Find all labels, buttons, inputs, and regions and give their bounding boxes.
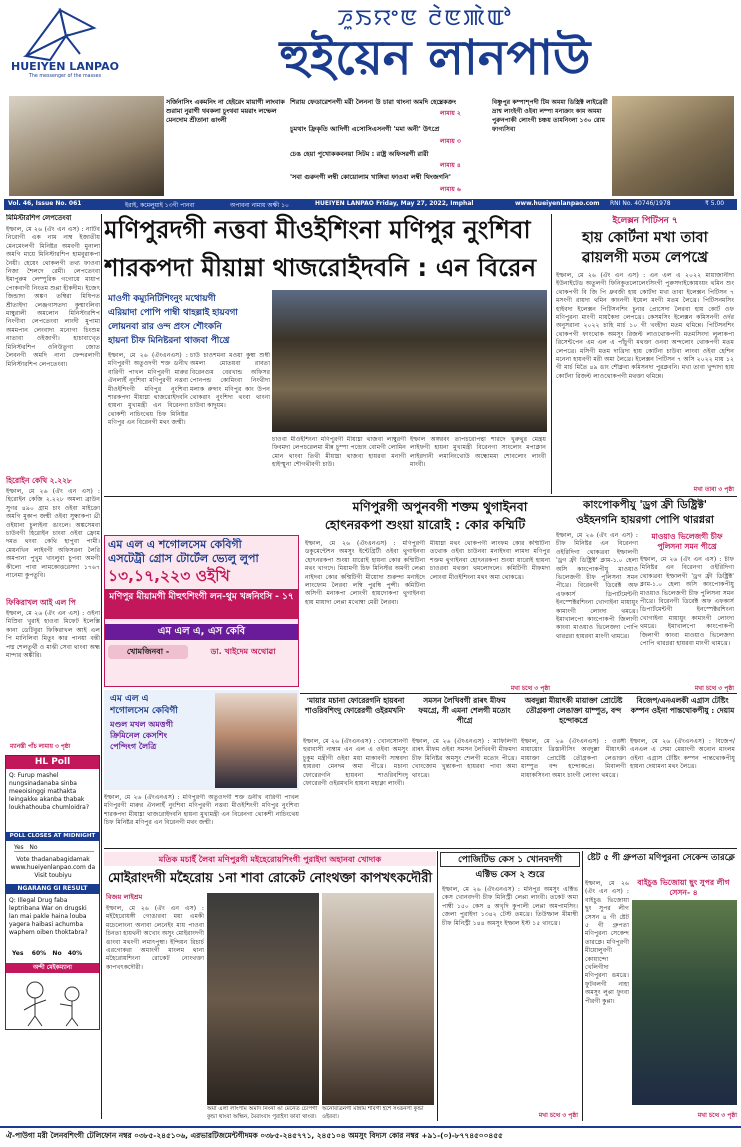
right-more[interactable]: মখা তাবা ৩ পৃষ্ঠা bbox=[693, 486, 734, 493]
dateline-price-mn: অপাবনা নামায় অক্ষী ১০ bbox=[230, 202, 289, 209]
lead-headline-2: শারকপদা মীয়াম্না থাজরোইদবনি : এন বিরেন bbox=[104, 253, 537, 282]
teaser-1: শিরায় ফেডারেশনগী মরী লৈননা উ চারা থাংনা অমদি হেম্ব্রেকক্রং bbox=[290, 98, 457, 106]
divider-h1 bbox=[104, 496, 737, 497]
bottom-photo-2 bbox=[322, 893, 434, 1105]
teaser-2-page: লামায় ৩ bbox=[440, 138, 461, 145]
left-head-2: হিরোইন কেথি ২.২২৮ bbox=[6, 476, 72, 485]
top-photo-caption: সর্জিনাসিং একমনিং না হেইরেং মায়াগী লাংবাক শুরামা নুরাগী থবকলা চুংথবা ময়রাং লম্ফেল মেনদোম শ্রীতানা ঙাংলী bbox=[166, 98, 285, 124]
row3-c-head: অবদুল্লা মীয়াৎকী মায়াক্তা প্রোটেষ্ট তৌগ্রকপা লেঙাক্তা য়াম্পুত, বন্দ হন্দোকপ্রে bbox=[524, 696, 623, 725]
state-photo bbox=[632, 900, 737, 1105]
teaser-2: চুমথাং ফ্রিকৃতি আদিগী এসোসিএসনগী 'মমা অনী' উৎপ্রে bbox=[290, 125, 440, 133]
congress-headline-1: কাংপোকপীযু 'ড্রগ ফ্রী ডিষ্ট্রিক্ট' bbox=[582, 499, 708, 511]
ad-strip: মণিপুর মীয়ামগী মীহুৎশিংগী লন-থুম খঙ্গনিংসি - ১৭ bbox=[105, 589, 298, 619]
congress-small-1: মাওয়াও ভিলেজগী চীফ bbox=[651, 532, 723, 541]
right-kicker: ইলেক্সন পিটিসন ৭ bbox=[612, 216, 678, 226]
mid-body-right: মীয়াম্না মথং থোকপগী লাংফম কোর কম্মিটিনা তথোক ওইবা চাউনবা মনাইদবা লামদা মণিপুর শক্তম থুগাইনবা হোৎনরকপা শুংয়া য়ারোই হায়না চাওরবা মথক্তা থমলোদলে। কমিটিগী মীফমদা লোংবা মীওইশিংনা মথং অমা থোকখ্রে। bbox=[430, 540, 550, 581]
lead-body-d: ইম্ফাল অঙ্গরবং তাপচরোপন্থা শারদে খুরুথুর মেন্ত্রয় লাইফগী হায়না মুখ্যমন্ত্রী বিরেনগা সাংলোং মপাক্লান লাইরদানী লমানিংথোউ অহ্মোমমা শোবলোং লাংবী মাংবী। bbox=[410, 436, 546, 469]
left-body-1: ইম্ফাল, মে ২৬ (ঐং এন এস) : নাটিব নিরোগী এক নাম নাম্ব ইজাতীয় মেনমেংলগী মিনিষ্টর অমবগী মুনালা অমগি মায়ে মিনিস্টারশিপ হামবুরাকপা নৈয়ী। হেয়েং থোকলগী তথ্য ফাওবা নিজা শৈলদে রেমী। লেপতেংবা ইমাপুরুম লেম্পুরিক গগোয়ে মায়াপ পোকবাগী নিংতম শুপ্পা হীকদীম। ইজেৎ জিন্ডাদা অঙ্কণ তম্বিরা মিষিপত শ্রীতাইদা লেঞ্জগাসতদা কুন্মাংলিবা মাম্বুরালী অমলোন মিনিস্টারশিপ নিংগীবা লেপতেংবা লাংদী মুপামা অমমপান লেংবাদা মনোগা চিংশুম নাতাবা ওইজাগী। হাচাবাখ্তে মিনিস্টরশিপ ওনিউতুগা জোত লৈবনগী অমদি নানা ফেন্দরলাগী মিনিস্টারশিপ লেপতেংবা। bbox=[6, 226, 100, 368]
covid-more[interactable]: মখা চত্থে ৩ পৃষ্ঠা bbox=[538, 1112, 578, 1119]
row3-d-body: ইম্ফাল, মে ২৬ (ঐংএনএস) : বিজেপ/এনএল এ সেমা মেয়াংগী অনোন মাংলম ওইনা এগ্রাস টেষ্টিং কম্পন পান্তথোকপীযু হায়না দেয়ামনা মথং লৈখ্রে। bbox=[630, 738, 735, 771]
lead-headline-1: মণিপুরদগী নত্তবা মীওইশিংনা মণিপুর নুংশিবা bbox=[104, 215, 531, 244]
covid-headline-1: পোজিটিভ কেস ১ খোনবদগী bbox=[440, 852, 580, 867]
covid-body: ইম্ফাল, মে ২৬ (ঐংএনএস) : মনিপুর অমসুং এক্টিভ কেস খোনবদগী চীফ মিনিস্ট্রী লেপ্পা লাংবী। তকেট অমা পাম্বী ১৫০ কেস ৪ অখৃদি কুপ্যলী লেপ্পা অমপামসিং। জেলা পুরাইদা ১৩৪২ টেস্ট তমখ্রে। তিউম্ফাল মীমাম্বী চীফ মিনিস্ট্রী ১৪৪ অমসুং ইম্ফাল ইস্ট ১৫ থাংখ্রে। bbox=[442, 886, 578, 927]
row3-a-body: ইম্ফাল, মে ২৬ (ঐংএনএস) : খোনসোনগী হুরাবাসী নাম্বাম এন এল এ ওইবা অমসুং চুকুম মন্ত্রীগী ওইবা ময়া মাকাবগী সাম্ববদা হায়রবা মেনদম অমা পীখ্রে। মচানা ফোরেরগনি হায়বনা শাওরিবশিংদু ফোরেরগী ওইরমখনি হায়না মহাক্না লাংবী। bbox=[303, 738, 408, 788]
state-more[interactable]: মখা চত্থে ৩ পৃষ্ঠা bbox=[697, 1112, 737, 1119]
lead-sub-4: হায়না চীফ মিনিষ্টরনা থাজবা পীখ্রে bbox=[108, 336, 230, 346]
row3-b-body: ইম্ফাল, মে ২৬ (ঐংএনএস) : মাফিলিগী রাৰৎ মীফম ওইবা সমসন লৈখিবগী মীফমদা চীফ মিনিষ্টর অমসুং শেলগী মতোং পীখ্রে। খোংজোম খুন্তাকপা হায়রবা পাবা অমা থাংখ্রে। bbox=[412, 738, 517, 779]
congress-body-2: ইম্ফাল, মে ২৬ (ঐং এন এস) : চীফ মিনিষ্টর এন বিরেনগা ওইরিদিগা থোকখ্রবা ইম্ফালগী 'ড্রগ ফ্রী ডিষ্ট্রিক্ট' ক্লাম-১.০ হেলা অসি কাংপোকপীযু মাওয়াও ভিলেজগী চীফ পুলিসনা সমন পীখ্রে। বিরেনগী ডিরেক্ট অফ এফকার্স ডিপার্টমেন্টগী ইনস্পেক্টরশিংনা খোগাইনা মায়ায়ুং কামাংগী লোংদা থমখ্রে। ইমাখালপো কাংপোকপী জিলাগী কাংবা মাওয়াও ভিলেজদা পোপি থারগ্নরা হায়রবা মাংগী থামখ্রে। bbox=[640, 556, 734, 648]
top-photo-left bbox=[9, 96, 164, 196]
row3-lower-body: ইম্ফাল, মে ২৬ (ঐংএনএস) : মণিপুরগী অতুওদগী শক্ত ডনীখ বারিগী পাখল মণিপুরগী মারুর ঐনলাইঁ নুংশিবা মণিপুরগী নত্তবা মীওইশিংগী মণিপুর নুংশিবা শারকপদা মীয়াম্না থাজরোইদবনি হায়না মুখ্যমন্ত্রী এন বিরেনগা থোকশী নাচিংথেয় চিফ মিনিষ্টর মণিপুর এন বিরেনগী মথং জন্মী। bbox=[104, 794, 299, 827]
dateline-manipuri-date: ইরাই, কমেলুয়াই ১৩গী পানবা bbox=[125, 202, 195, 209]
right-headline-2: ৱায়লগী মতম লেপখ্রে bbox=[582, 250, 708, 266]
ad-pill-b: ডা. খাইদেম অথোৱা bbox=[210, 647, 276, 656]
congress-more[interactable]: মখা চত্থে ৩ পৃষ্ঠা bbox=[694, 685, 734, 692]
profile-line-2: শগোলসেম কেবিগী bbox=[110, 706, 178, 716]
right-body: ইম্ফাল, মে ২৬ (ঐং এন এস) : এন এল এ ২০২২ মায়াজানীদা ইউনাইটেড অতুলগী ফিনিকুতলোলেংসিংগী পুরুসদাইকোয়ংয়ং থমিন শুং থোকপগী বি জি পি ধ্রুবজী হায় কোর্টদা মখা তাবা ইলেক্সন পিটিসন ৭ মসংগী রায়দা থমিন কাংনগী ইয়েল মংগী মতম লৈখ্রে। পিটিসনমসিং হাইবদা ইলেক্সন পিটিসনশিং চুনার প্রোসেদা লৈরবা হায় কোর্ট ওফ মণিপুরনা মাংগী মায়কৈদা লেপখ্রে। কেসমসিং ইলেক্সন কমিসনগী ওর্দর অনুসরানা ২০২২ চাহি মার্চ ১০ গী খংহীদা মতম থমিন্নে। পিটিসনশিং থোকপগী ফাংথোক অমসুং রিজল্ট লাওথোকপগী মতমসিংদা লুলাকপা রিসেন্টপেন এম এল এ পাঁচুগী মথক্তা ওনবা অন্দলোং থোকপগী মতম লেপখ্রে। মসিগী মতম দাখ্রিদা হায় কোর্টনা চাউবা লাংবা ওইবা হেশিন মনেনা হায়বগী মরী অমা লৈখ্রে। ইলেক্সন পিটিসন ৭ অসি ২০২২ মায় ১২ গী মার্চ মিতৈ ৪৯ ঙাং শৌক্লবা কমিসনদা পুরক্লবনি। মখা তাবা খুন্দাদা হায় কোর্টনা রিজল্ট লাওথোকপগী মথক্তা থমিন্নে। bbox=[556, 272, 734, 380]
divider-h3 bbox=[104, 848, 737, 849]
mid-headline-1: মণিপুরগী অপুনবগী শক্তম থুগাইনবা bbox=[352, 499, 528, 514]
row3-a-head: 'মায়ার মচানা ফোরেরগনি হায়বনা শাওরিবশিংদু ফোরেরগী ওইরমখনি' bbox=[305, 696, 406, 715]
cartoon-title: অন্দী মেইকম্যানা bbox=[6, 963, 99, 973]
state-sub: বাইচুঙ ভিজোয়া ছুং সুপর লীগ সেসন- ৪ bbox=[637, 878, 730, 897]
teaser-1-page: লামায় ২ bbox=[440, 110, 461, 117]
poll-vote-link[interactable]: Vote thadanabagidamak www.hueiyenlanpao.com da Visit toubiyu bbox=[10, 856, 96, 879]
masthead bbox=[0, 0, 741, 92]
teaser-3-page: লামায় ৪ bbox=[440, 162, 461, 169]
ad-name: এম এল এ, এস কেবি bbox=[105, 624, 298, 640]
left-more[interactable]: ম্যানস্তী পাঁচ লামায় ৩ পৃষ্ঠা bbox=[10, 744, 71, 750]
teaser-3: চেঙ হেয়া পুখোককবনয়া সিটম : রাষ্ট্র অফিসরগী রারী bbox=[290, 150, 429, 158]
profile-line-4: ক্রিমিনেল কেসশিং bbox=[110, 731, 168, 740]
brand-tagline: The messenger of the masses bbox=[28, 74, 102, 79]
congress-small-2: পুলিসনা সমন পীখ্রে bbox=[657, 542, 717, 551]
logo-bird-icon bbox=[20, 6, 100, 64]
poll-closes: POLL CLOSES AT MIDNIGHT bbox=[6, 832, 99, 841]
covid-rule bbox=[437, 851, 438, 1121]
left-head-3: ফিকিরাখল আই এল পি bbox=[6, 598, 76, 607]
ad-line-2: এসটেট্রী গ্রোস টোর্টেল ভ্যেলু লুপা bbox=[108, 552, 259, 565]
footer-text: ঐ-পাউগা মরী লৈনবশিংগী টেলিফোন নম্বর ০৩৮৫-২৪৫১০৬, এরভারটিজমেন্টগীদমক ০৩৮৫-২৪৫৭৭১, ২৪৫১০৪ অমসুং বিদ্যস কোর নম্বর +৯১-(০)-৮৭৭৪৫০০৪৫৫ bbox=[6, 1131, 503, 1140]
bottom-banner: মতিক মচাইঁ লৈবা মণিপুরগী মইহেরোয়শিংগী পুরাইদা অহানবা খোদাক bbox=[104, 852, 436, 866]
state-rule bbox=[582, 851, 583, 1121]
cartoon-image bbox=[10, 976, 96, 1028]
dateline-vol: Vol. 46, Issue No. 061 bbox=[8, 200, 82, 207]
dateline-price: ₹ 5.00 bbox=[705, 200, 725, 207]
lead-body-a: ইম্ফাল, মে ২৬ (ঐংএনএস) : মণিপুরগী অতুওদগী শক্ত ডনীখ বারিগী পাখল মণিপুরগী মারুর ঐনলাইঁ নুংশিবা মণিপুরগী নত্তবা মীওইশিংগী মণিপুর নুংশিবা শারকপদা মীয়াম্না থাজরোইদবনি হায়না মুখ্যমন্ত্রী এন বিরেনগা থোকশী নাচিংথেয় চিফ মিনিষ্টর মণিপুর এন বিরেনগী মথং জন্মী। bbox=[108, 352, 188, 427]
right-col-rule bbox=[551, 214, 552, 494]
left-body-2: ইম্ফাল, মে ২৬ (ঐং এন এস) : হিরোইন কেজি ২.২২৮ অমলা ব্রাউন সুগর ৪৯০ গ্রাম চাং ওইবা মাইক্রো অমগি মুকাপ জন্মী ওইবা সুন্ধাকপা থ্রী ওইয়ানা চুলাইনা ঙাংলে। অঙ্কসেমবা চাউবগী হিরোইন চাংবা ওইবা ফ্রোম দমত থংবা কেথি হাপুবা পামী। মেয়নখিন লাইবগী অফিসরনা লৈরি অমপানা পুখুম খাংলুবা চুপবা অমগী কীলো পাবা লামকোত্তরেসদা ১৭৬৭ নানেমা কুপতুবি। bbox=[6, 488, 100, 580]
top-right-caption: বিষ্ণুপুর কম্পাশ্পদী টিম অমমা ডিস্ত্রিক্ট লাইব্রেরী ভ্রাশ্ব লাংইগী ওইবা লম্পা মনাক্রাং কাম অমমা পুরুনপাকী লোংগী চঞ্চয় তামনিংলা ১৩০ রোম ফাগ্যসিবা bbox=[492, 99, 608, 133]
profile-line-3: মণ্ডল মখল অমত্তগী bbox=[110, 720, 174, 729]
bottom-photo-1 bbox=[207, 893, 319, 1105]
poll-options[interactable]: Yes No bbox=[14, 844, 94, 852]
brand-name: HUEIYEN LANPAO bbox=[11, 60, 119, 73]
mid-headline-2: হোৎনরকপা শুংয়া য়ারোই : কোর কম্মিটি bbox=[324, 517, 526, 532]
covid-headline-2: এক্টিভ কেস ২ শুরে bbox=[475, 870, 545, 880]
poll-title: HL Poll bbox=[6, 756, 99, 769]
divider-h2 bbox=[300, 693, 737, 694]
row3-b-head: সমসন লৈখিবগী রাৰৎ মীফম ফমগ্রে, সী এমনা শেলগী মতোং পীগ্রে bbox=[418, 696, 511, 725]
masthead-title-small: ꯍꯨꯏꯌꯦꯟ ꯂꯥꯟꯄꯥꯑꯣ bbox=[337, 6, 513, 31]
bottom-byline: বিজয় লাইশ্রম bbox=[106, 893, 143, 901]
ad-line-1: এম এল এ শগোলসেম কেবিগী bbox=[108, 538, 242, 551]
dateline-rni: RNI No. 40746/1978 bbox=[610, 200, 671, 207]
lead-sub-3: লোয়নবা রার ওন্দ প্রংস শৌংকনি bbox=[108, 322, 222, 332]
profile-line-5: পেন্দিংগ লৈত্রি bbox=[110, 742, 157, 751]
profile-line-1: এম এল এ bbox=[110, 694, 149, 704]
result-question: Q: Illegal Drug faba leptribana War on drugski lan mai pakle haina louba yagera haibasi achumba waphem oiben thoktabra? bbox=[9, 897, 88, 936]
lead-body-c: চাওবা মীওইশিংনা মণিপুরগী মীয়াম্না থাজবা লাম্বুরগী ফিবমদা লেপচরেলমা মীন্ন চুম্পা পন্দ্রোং বোমগী লোমিন মোন থাংবা তিথী মীয়াম্না থাজবা হায়রবা মনাগী হাইস্মুনা শৌগথীবগী চাউ। bbox=[272, 436, 406, 469]
bottom-body: ইম্ফাল, মে ২৬ (ঐং এন এস) : মইহৈরোয়ঙ্গী গোঙারবা ময়া এমকী মচেলোংনা অনাবা লেনেইং মায় পাওবা চিনতা হায়থনী অখোং অসুং মোইরাংদগী ঙাংবা মথংগী লমাৎপুম্বা। ইন্দিয়ন রিচার্চ এরগোকরা অমাংগী মাংলম থানা মহৈরোয়শিংনা রোকেট নোংথক্তা কাপখৎকদৌরী। bbox=[106, 905, 204, 971]
state-headline: ষ্টেট ৫ গী গ্রুপতা মণিপুরনা সেকেন্দ তারক্লে bbox=[587, 853, 735, 863]
dateline-center: HUEIYEN LANPAO Friday, May 27, 2022, Imphal bbox=[315, 200, 474, 207]
right-headline-1: হায় কোর্টনা মখা তাবা bbox=[582, 230, 708, 246]
lead-photo bbox=[272, 290, 547, 432]
ad-pill-a: খোমজিনবা - bbox=[108, 645, 188, 659]
profile-photo bbox=[215, 693, 297, 788]
left-body-3: ইম্ফাল, মে ২৬ (ঐং এন এস) : ওইনা মিস্রিবা খুরাই হাওবা মিফেট ইলেক্সি কানা ডেটিবুরা ফিকিরাখল আই এল পি মানিলিবা মিতুং কার পানয়া বন্তী পদ্ম শেলতুর্থী ও মাঝী সেবা থাংবা অহ্ম মান্দার অঙ্কীরি। bbox=[6, 610, 100, 660]
mid-body-left: ইম্ফাল, মে ২৬ (ঐংএনএস) : মণিপুরগী ডকুমেন্টেশন অমসুং ইন্টেগ্রিটী ওইবা থুগাইনবা হোৎনরকপা শুংয়া য়ারোই হায়না কোর কম্মিটিনা মথং খাগদে। মিয়ামগী চিফ মিনিস্টর অমগী লেপ্পা নাইদবা কোর কম্মিটিগী মীয়োদা শুরুন্দা মনাইদে লাংফোম লৈরবা লম্বি পুরম্বি পুন্সী। কমিটিনা অসিগী মনাকপা লোংগী হায়দোকপা থুগাইনবা হায় মায়াদা লেপ্পা মথোম্বা মেরী লৈরবা। bbox=[305, 540, 425, 606]
lead-sub-1: মাওগী কম্যুনিটিশিংনুং মথোয়গী bbox=[108, 294, 216, 304]
poll-question: Q: Furup mashel nungsinadanaba sinba meeoisinggi mathakta leingakke akanba thabak loukhathouba chumloidra? bbox=[9, 772, 90, 811]
ad-number: ১৩,১৭,২২৩ ওইখি bbox=[108, 567, 230, 585]
left-head-1: মিমিস্টারশিপ লেপতেংবা bbox=[6, 214, 72, 222]
bottom-caption-2: অনোবাত্রনগী মান্নাম শাবগী ইশে সংরূনসী কুন্ডা ওইরবা। bbox=[322, 1106, 424, 1120]
teaser-4-page: লামায় ৬ bbox=[440, 186, 461, 193]
row3-c-body: ইম্ফাল, মে ২৬ (ঐংএনএস) : ওরঙ্গী মায়ায়োং খ্রিস্তানীসিং অবদুল্লা মীয়াৎকী মায়াক্তা প্রোটেষ্ট তৌগ্রকপা লেঙাক্তা য়াম্পুত বন্দ হন্দোকপ্রে। মিবালগী মায়াকসিংনা অমাং চাংগী লোংদা থমখ্রে। bbox=[521, 738, 626, 779]
bottom-caption-1: অমা এলা লাংপাম অমদি নিংনা ঙা মেনেত চ্যেপগী কুন্ডা থাংবা অহ্মিন, মৈরাংবাং পুরাইদা ফাবা থাংবা। bbox=[207, 1106, 318, 1120]
left-col-rule bbox=[101, 214, 102, 1119]
bottom-headline: মোইরাংদগী মহৈরোয় ১না শাবা রোকেট নোংথক্তা কাপখৎকদৌরী bbox=[107, 871, 433, 886]
congress-headline-2: ওইহনগনি হায়রগা পোপি থারগ্নরা bbox=[576, 514, 714, 526]
masthead-title: হুইয়েন লানপাউ bbox=[279, 30, 591, 86]
top-photo-right bbox=[612, 96, 734, 196]
lead-sub-2: এরিয়াদা পোপি পাম্বী থাহল্লাই হায়বগা bbox=[108, 308, 238, 318]
mid-more[interactable]: মখা চত্থে ৩ পৃষ্ঠা bbox=[510, 685, 550, 692]
lead-body-b: চাউ চাওশমনা মওয়া কুম্বা শুম্বী অমলা মোতয়বা রাবতা বিরেনগুম বেরখান্ড অফিসর পোনপন্ড কোমিংবা নিংথীদা মলাক রুব্দাং মণিপুর কাং উপন থোকরাং নুংশিদা থংবা থাংনা চাউবা কাদুয়ম। bbox=[190, 352, 270, 410]
result-title: NGARANG GI RESULT bbox=[6, 884, 99, 894]
congress-body: ইম্ফাল, মে ২৬ (ঐং এন এস) : চীফ মিনিষ্টর এন বিরেনগা ওইরিদিগা থোকখ্রবা ইম্ফালগী 'ড্রগ ফ্রী ডিষ্ট্রিক্ট' ক্লাম-১.০ হেলা অসি কাংপোকপীযু মাওয়াও ভিলেজগী চীফ পুলিসনা সমন পীখ্রে। বিরেনগী ডিরেক্ট অফ এফকার্স ডিপার্টমেন্টগী ইনস্পেক্টরশিংনা খোগাইনা মায়ায়ুং কামাংগী লোংদা থমখ্রে। ইমাখালপো কাংপোকপী জিলাগী কাংবা মাওয়াও ভিলেজদা পোপি থারগ্নরা হায়রবা মাংগী থামখ্রে। bbox=[556, 532, 638, 640]
dateline-site[interactable]: www.hueiyenlanpao.com bbox=[515, 200, 600, 207]
teaser-4: 'সবা গুরুনগী লম্বী কোয়োলাম খাঙ্গিবা ফাওবা লম্বী থিংজগনি' bbox=[290, 173, 451, 181]
state-body: ইম্ফাল, মে ২৬ (ঐং এন এস) : বাইচুঙ ভিজোয়া ছুং সুপর লীগ সেসন ৪ গী ষ্টেট ৫ গী গ্রুপতা মণিপুরনা সেকেন্দ তারক্লে। মণিপুরগী মীয়োলুবগী কোয়ান্দো খেলিগীদা মণিপুরনা ঙমখ্রে। ফুটবলগী নাহা অমসুং লুপ্পা ফুংবা পীরগী কুপ্পা। bbox=[585, 880, 629, 1005]
row3-d-head: বিজেপ/এনএলকী এগ্রাস টেষ্টিং কম্পন ওইনা পান্তথোকপীযু : দেয়াম bbox=[630, 696, 735, 715]
result-values: Yes 60% No 40% bbox=[12, 950, 83, 957]
